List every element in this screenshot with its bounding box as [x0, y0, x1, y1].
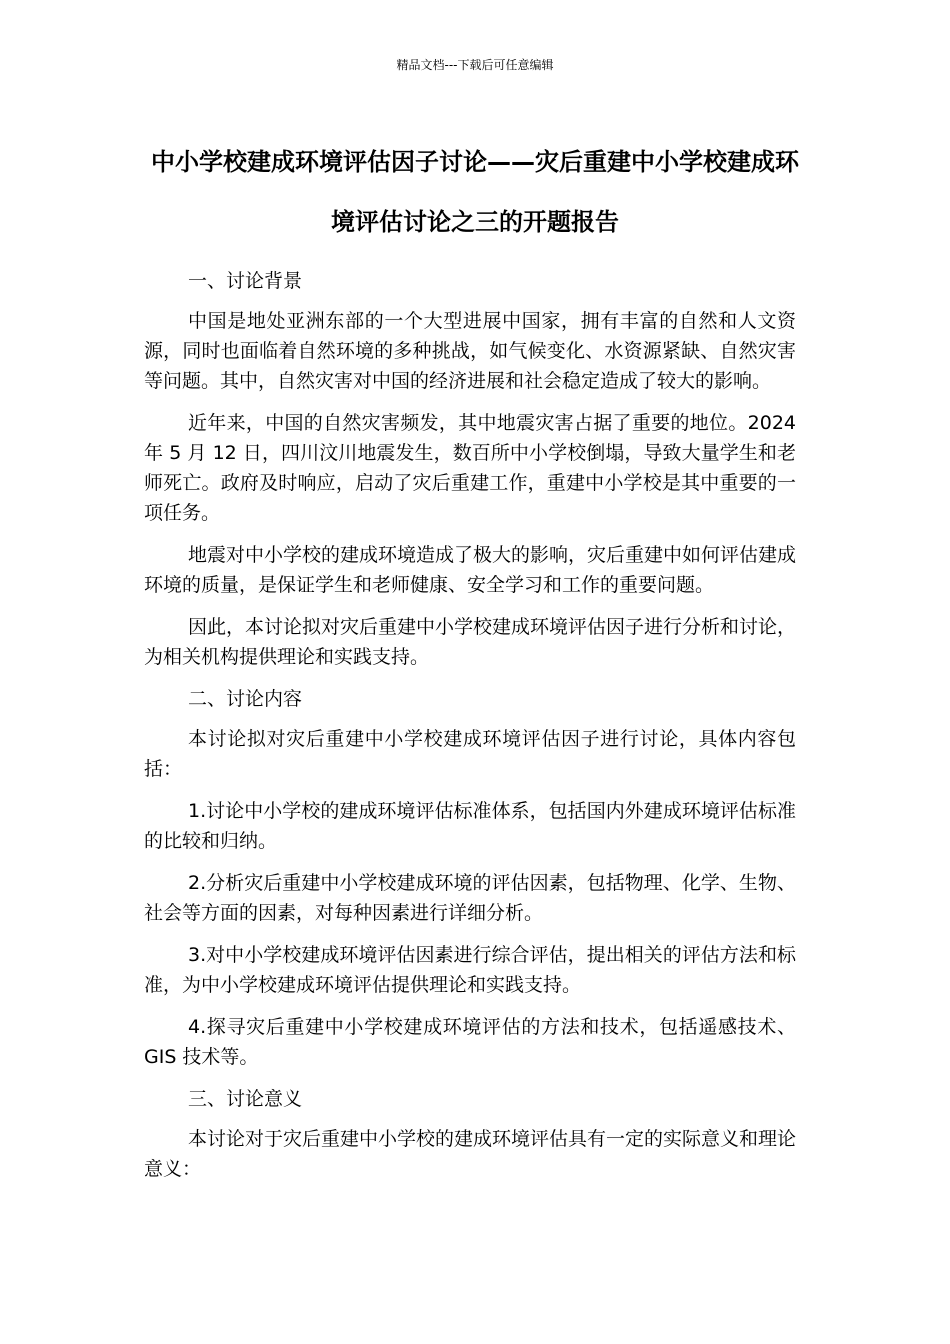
list-item: 1.讨论中小学校的建成环境评估标准体系，包括国内外建成环境评估标准的比较和归纳。	[144, 800, 796, 852]
paragraph: 近年来，中国的自然灾害频发，其中地震灾害占据了重要的地位。2024 年 5 月 12 日，四川汶川地震发生，数百所中小学校倒塌，导致大量学生和老师死亡。政府及时响应，启动了灾后重建工作，重建中小学校是其中重要的一项任务。	[144, 412, 796, 524]
paragraph: 因此，本讨论拟对灾后重建中小学校建成环境评估因子进行分析和讨论，为相关机构提供理论和实践支持。	[144, 616, 797, 668]
paragraph: 中国是地处亚洲东部的一个大型进展中国家，拥有丰富的自然和人文资源，同时也面临着自然环境的多种挑战，如气候变化、水资源紧缺、自然灾害等问题。其中，自然灾害对中国的经济进展和社会稳定造成了较大的影响。	[144, 310, 796, 392]
paragraph: 本讨论拟对灾后重建中小学校建成环境评估因子进行讨论，具体内容包括：	[144, 728, 796, 780]
section-heading-significance: 三、讨论意义	[188, 1088, 303, 1110]
document-body	[144, 266, 796, 1196]
paragraph: 地震对中小学校的建成环境造成了极大的影响，灾后重建中如何评估建成环境的质量，是保证学生和老师健康、安全学习和工作的重要问题。	[144, 544, 797, 596]
section-heading-background: 一、讨论背景	[188, 270, 303, 292]
document-title: 中小学校建成环境评估因子讨论——灾后重建中小学校建成环境评估讨论之三的开题报告	[151, 148, 799, 236]
list-item: 4.探寻灾后重建中小学校建成环境评估的方法和技术，包括遥感技术、GIS 技术等。	[144, 1016, 796, 1068]
section-heading-content: 二、讨论内容	[188, 688, 303, 710]
header-note: 精品文档---下载后可任意编辑	[396, 58, 554, 72]
list-item: 2.分析灾后重建中小学校建成环境的评估因素，包括物理、化学、生物、社会等方面的因素，对每种因素进行详细分析。	[144, 872, 796, 924]
paragraph: 本讨论对于灾后重建中小学校的建成环境评估具有一定的实际意义和理论意义：	[144, 1128, 797, 1180]
list-item: 3.对中小学校建成环境评估因素进行综合评估，提出相关的评估方法和标准，为中小学校建成环境评估提供理论和实践支持。	[144, 944, 796, 996]
